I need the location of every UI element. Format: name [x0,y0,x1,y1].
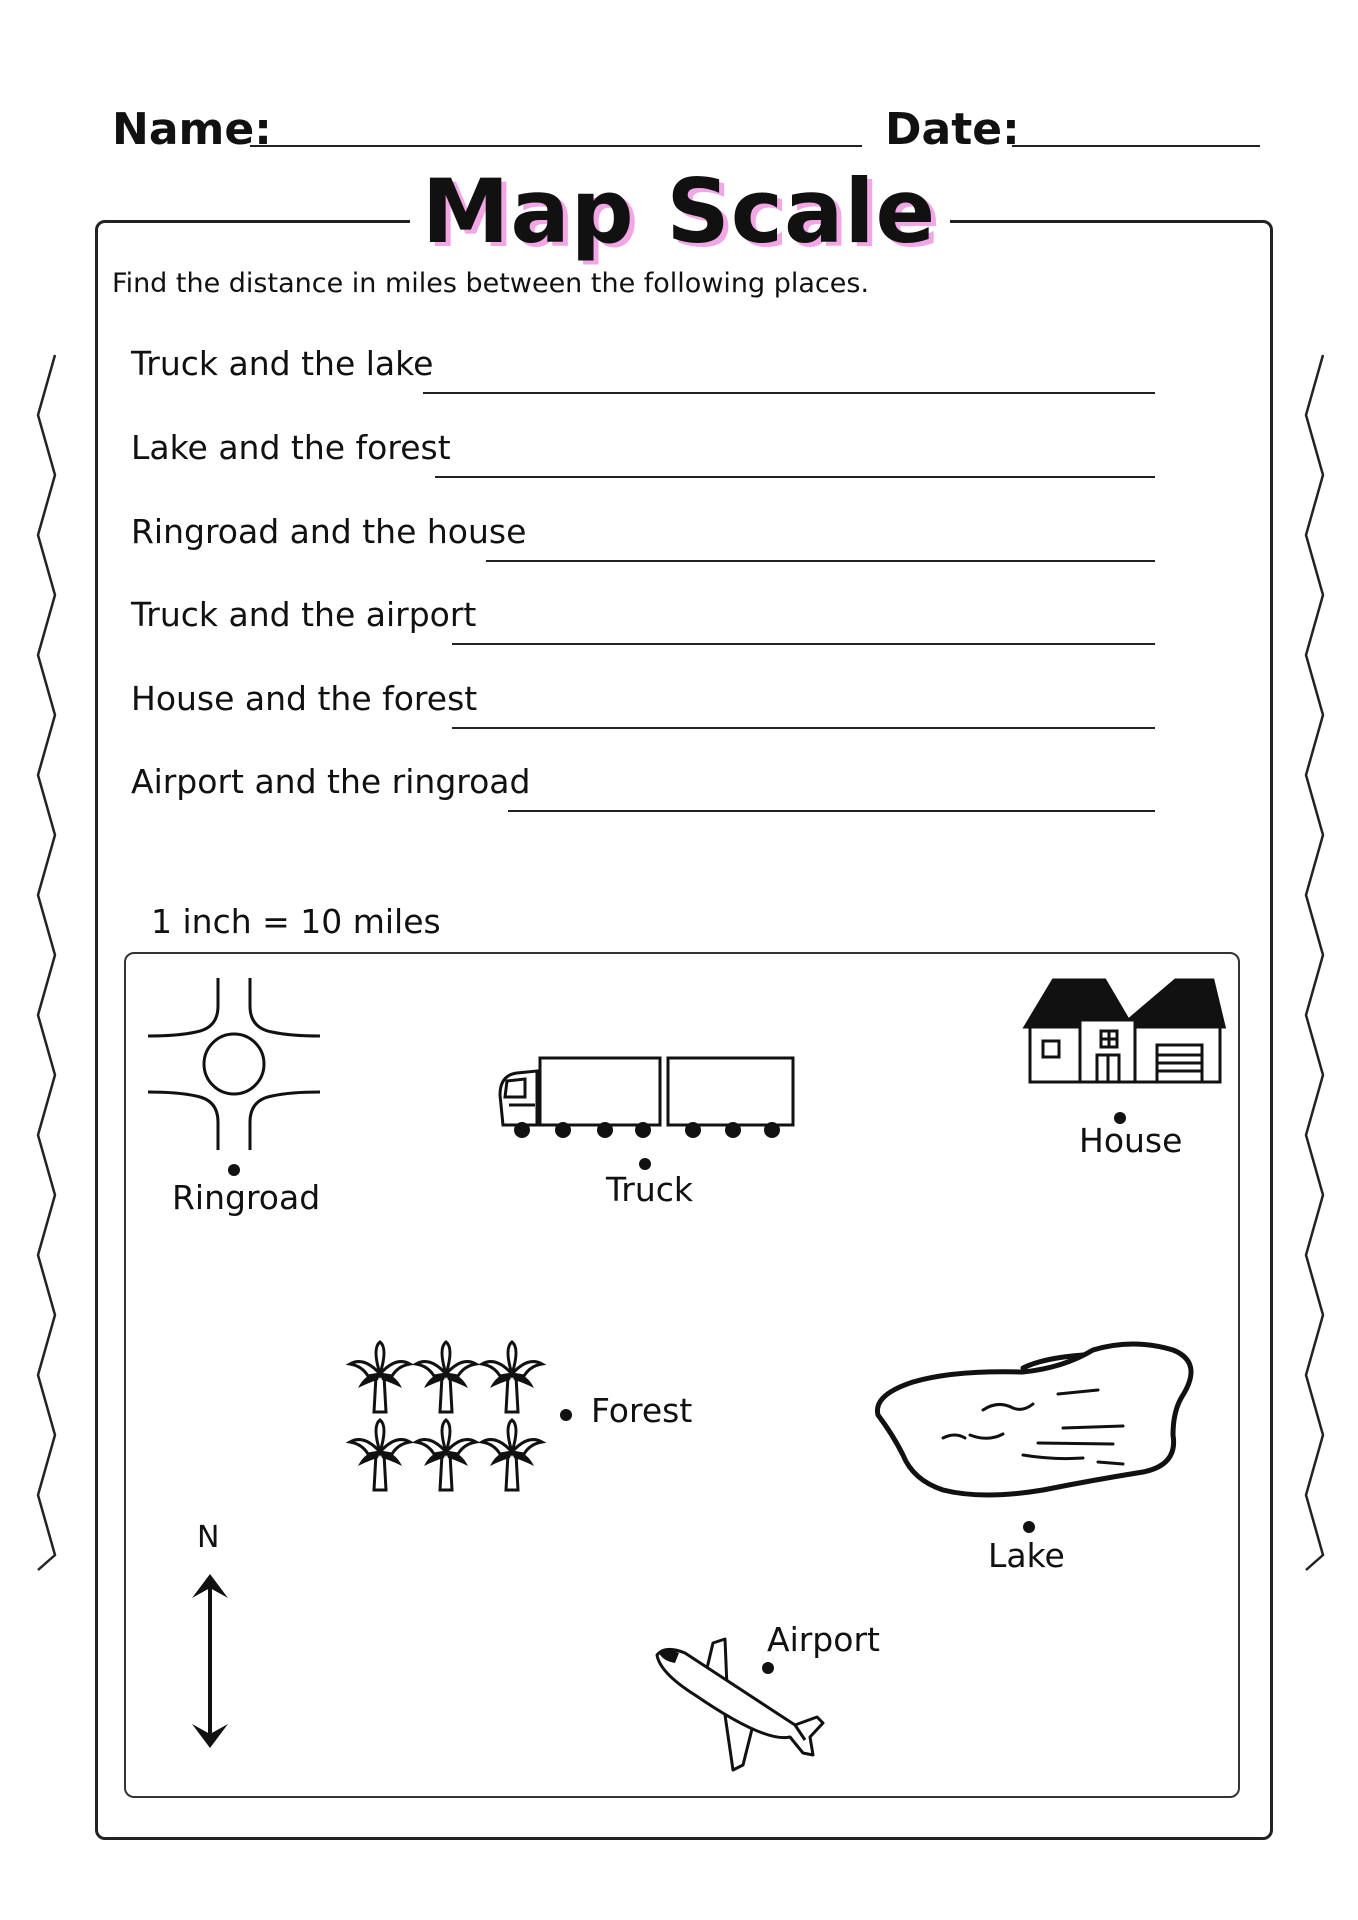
airport-label: Airport [767,1620,880,1659]
right-zigzag-decoration [1298,355,1358,1575]
page-title: Map Scale [421,160,937,263]
name-label: Name: [112,104,272,155]
answer-line-5[interactable] [452,727,1155,729]
scale-label: 1 inch = 10 miles [151,902,441,941]
truck-icon [495,1053,805,1143]
answer-line-2[interactable] [435,476,1155,478]
answer-line-1[interactable] [423,392,1155,394]
name-field[interactable] [250,145,862,147]
question-3: Ringroad and the house [131,512,527,551]
date-field[interactable] [1012,145,1260,147]
north-arrow-icon [180,1572,240,1752]
roundabout-icon [148,978,328,1158]
answer-line-6[interactable] [508,810,1155,812]
forest-label: Forest [591,1391,693,1430]
question-6: Airport and the ringroad [131,762,531,801]
lake-label: Lake [988,1536,1065,1575]
forest-dot [560,1409,572,1421]
ringroad-label: Ringroad [172,1178,321,1217]
forest-icon [350,1342,550,1502]
lake-dot [1023,1521,1035,1533]
instructions: Find the distance in miles between the following places. [112,268,870,299]
airport-dot [762,1662,774,1674]
question-2: Lake and the forest [131,428,451,467]
house-icon [1025,975,1225,1085]
compass-north-label: N [197,1520,220,1555]
question-5: House and the forest [131,679,478,718]
date-label: Date: [885,104,1020,155]
answer-line-3[interactable] [486,560,1155,562]
ringroad-dot [228,1164,240,1176]
truck-label: Truck [606,1170,694,1209]
lake-icon [873,1340,1213,1510]
question-4: Truck and the airport [131,595,477,634]
house-label: House [1079,1121,1183,1160]
truck-dot [639,1158,651,1170]
left-zigzag-decoration [30,355,90,1575]
answer-line-4[interactable] [452,643,1155,645]
question-1: Truck and the lake [131,344,434,383]
